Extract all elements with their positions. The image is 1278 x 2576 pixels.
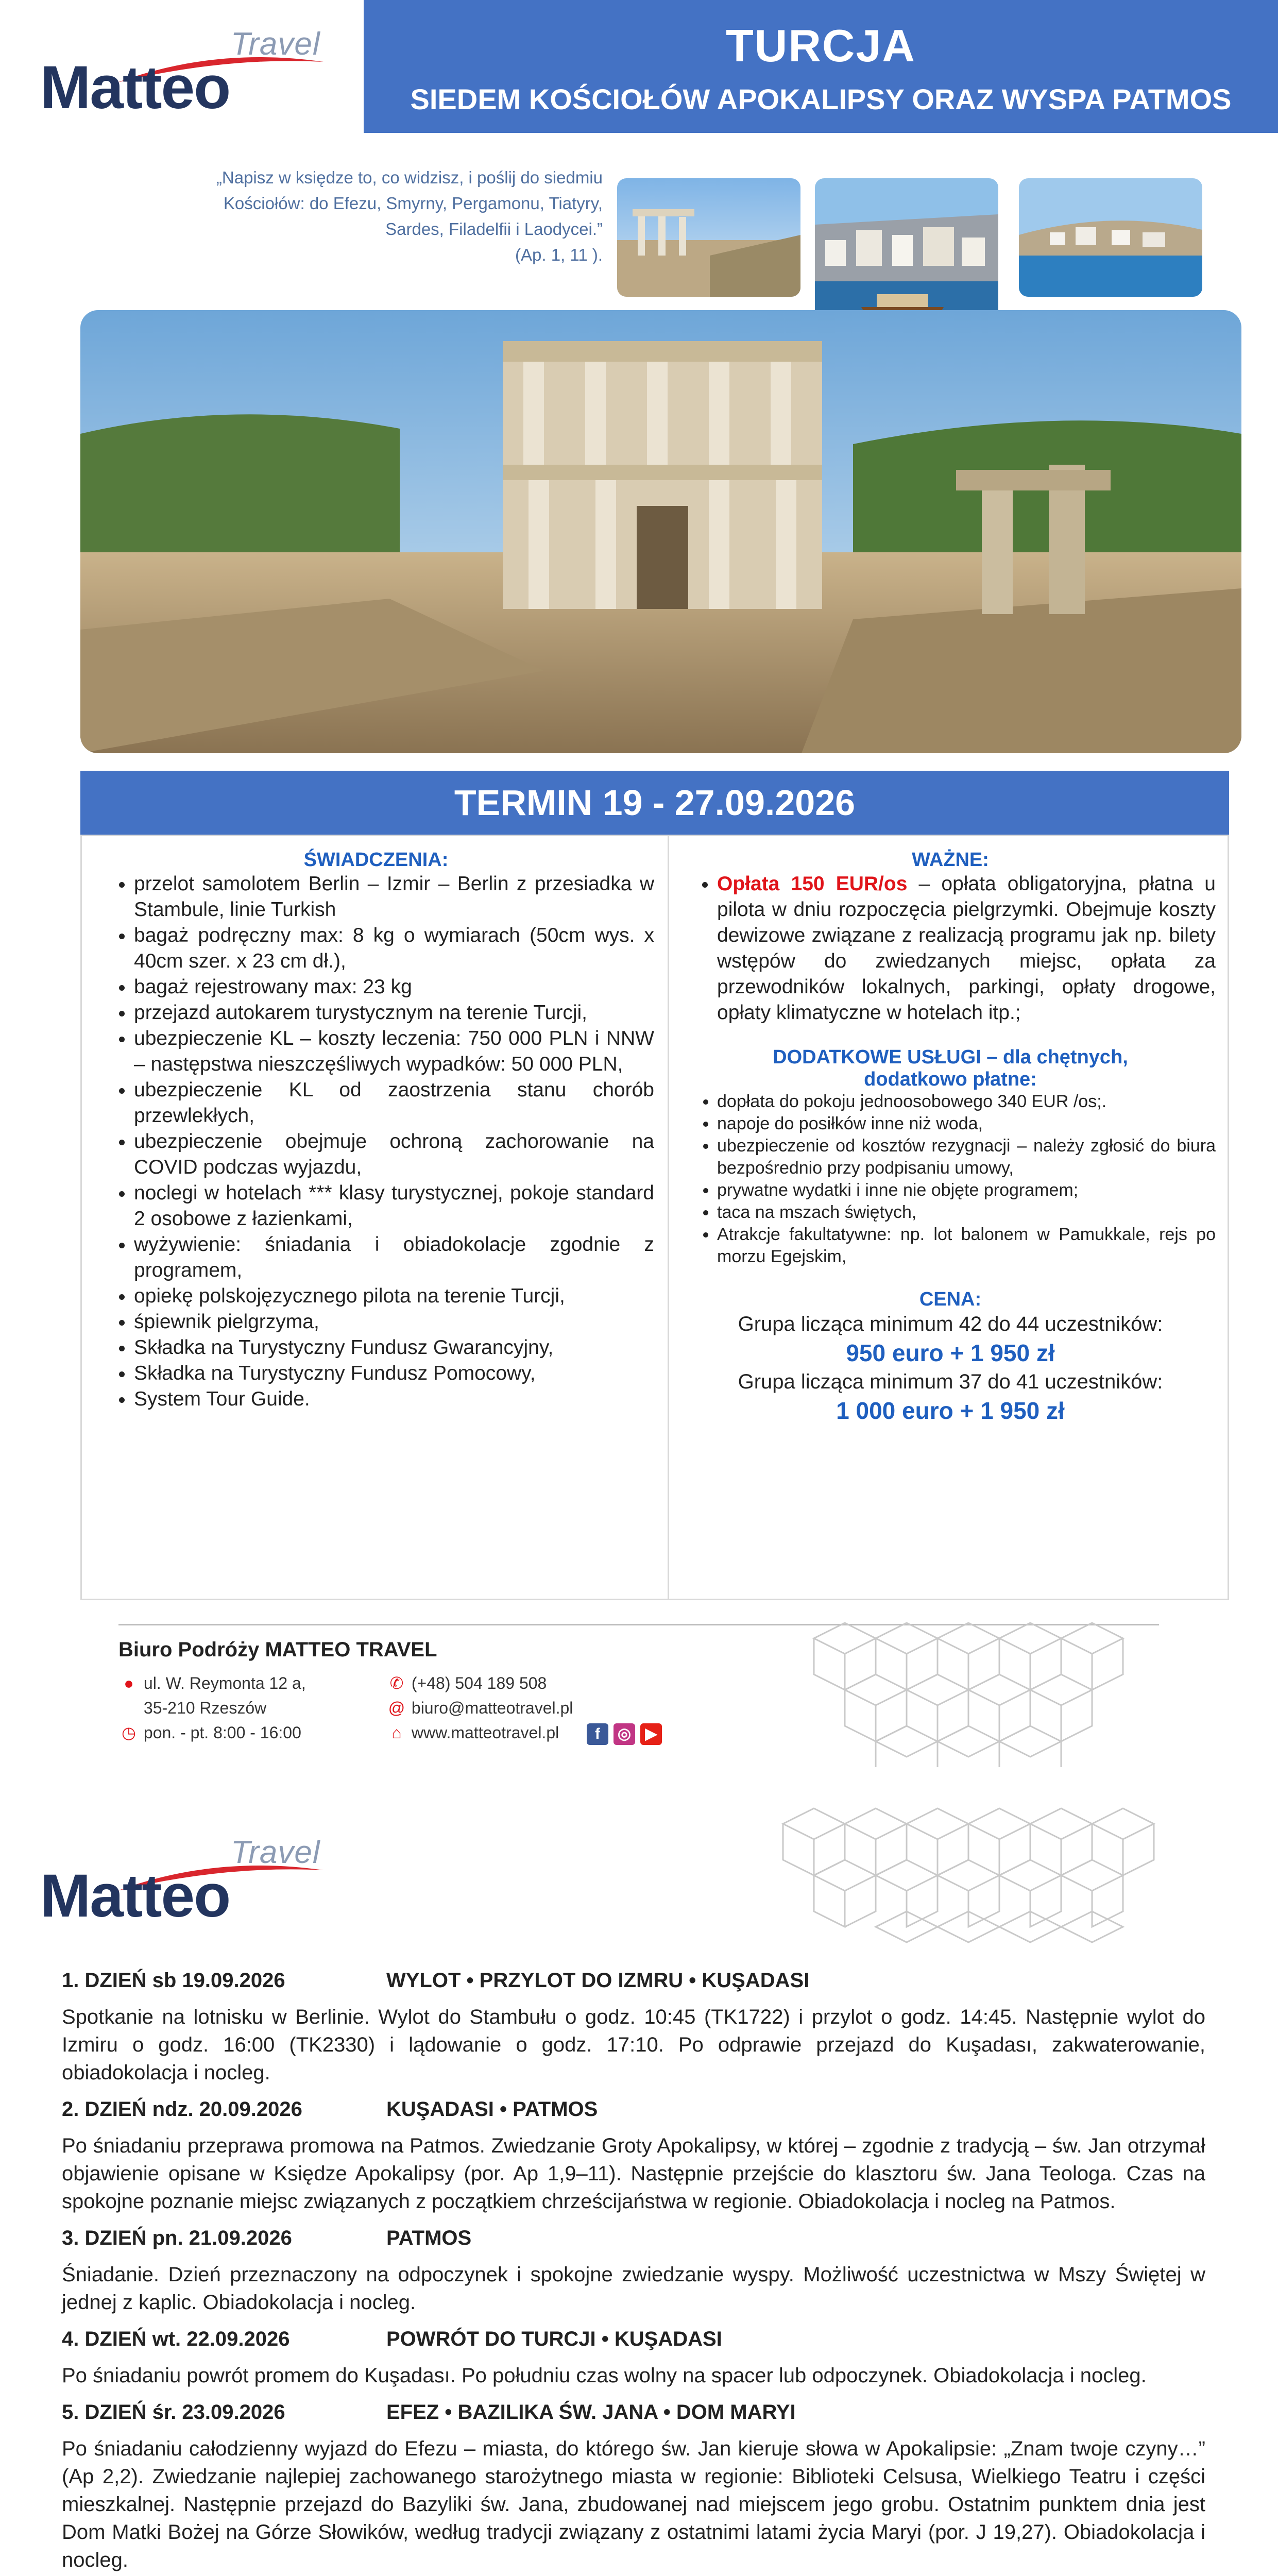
day-heading <box>62 1969 1205 1998</box>
info-divider <box>668 835 669 1600</box>
day-number: 1. DZIEŃ sb 19.09.2026 <box>62 1969 285 1992</box>
quote-line: Kościołów: do Efezu, Smyrny, Pergamonu, Tiatyry, <box>223 194 603 213</box>
footer-website[interactable]: www.matteotravel.pl <box>411 1723 559 1742</box>
quote-line: „Napisz w księdze to, co widzisz, i poślij do siedmiu <box>216 168 603 187</box>
facebook-icon[interactable]: f <box>587 1723 608 1745</box>
thumbnail-island-photo <box>1019 178 1202 297</box>
ephesus-library-photo <box>80 310 1241 753</box>
day-heading <box>62 2401 1205 2430</box>
list-item: • System Tour Guide. <box>134 1386 654 1412</box>
clock-icon: ◷ <box>122 1723 136 1742</box>
list-item: • ubezpieczenie KL – koszty leczenia: 750 000 PLN i NNW – następstwa nieszczęśliwych wypadków: 50 000 PLN, <box>134 1026 654 1077</box>
included-services <box>98 849 654 1412</box>
program-day <box>62 2227 1205 2316</box>
phone-icon: ✆ <box>389 1674 404 1692</box>
day-heading <box>62 2098 1205 2127</box>
important-list <box>685 871 1216 1026</box>
fee-description: – opłata obligatoryjna, płatna u pilota w dniu rozpoczęcia pielgrzymki. Obejmuje koszty dewizowe związane z realizacją programu jak np. bilety wstępów do zwiedzanych miejsc, opłata za przewodników lokalnych, parkingi, opłaty drogowe, opłaty klimatyczne w hotelach itp.; <box>717 873 1216 1024</box>
logo-travel-text: Travel <box>231 26 320 62</box>
day-number: 4. DZIEŃ wt. 22.09.2026 <box>62 2328 290 2350</box>
title-bar <box>364 0 1278 133</box>
cube-pattern-decoration <box>762 1803 1216 1958</box>
day-description: Po śniadaniu całodzienny wyjazd do Efezu – miasta, do którego św. Jan kieruje słowa w Apokalipsie: „Znam twoje czyny…” (Ap 2,2). Zwiedzanie najlepiej zachowanego starożytnego miasta w regionie: Biblioteki Celsusa, Wielkiego Teatru i części mieszkalnej. Następnie przejazd do Bazyliki św. Jana, zbudowanej nad miejscem jego grobu. Ostatnim punktem dnia jest Dom Matki Bożej na Górze Słowików, według tradycji związany z ostatnimi latami życia Maryi (por. J 19,27). Obiadokolacja i nocleg. <box>62 2437 1205 2571</box>
extra-heading-line2: dodatkowo płatne: <box>864 1069 1037 1090</box>
price-group-2: Grupa licząca minimum 37 do 41 uczestników: <box>738 1370 1163 1393</box>
footer-address <box>118 1671 386 1745</box>
day-heading <box>62 2328 1205 2357</box>
quote-line: Sardes, Filadelfii i Laodycei.” <box>385 219 603 239</box>
list-item: • taca na mszach świętych, <box>717 1201 1216 1224</box>
day-number: 5. DZIEŃ śr. 23.09.2026 <box>62 2401 285 2424</box>
program-day <box>62 2328 1205 2389</box>
included-heading: ŚWIADCZENIA: <box>303 849 449 871</box>
footer-email[interactable]: biuro@matteotravel.pl <box>411 1699 573 1717</box>
day-description: Śniadanie. Dzień przeznaczony na odpoczynek i spokojne zwiedzanie wyspy. Możliwość uczestnictwa w Mszy Świętej w jednej z kaplic. Obiadokolacja i nocleg. <box>62 2263 1205 2314</box>
extra-heading-line1: DODATKOWE USŁUGI – dla chętnych, <box>773 1046 1128 1068</box>
list-item: • Atrakcje fakultatywne: np. lot balonem w Pamukkale, rejs po morzu Egejskim, <box>717 1224 1216 1268</box>
day-heading <box>62 2227 1205 2256</box>
footer <box>118 1638 737 1745</box>
footer-address-line1: ul. W. Reymonta 12 a, <box>143 1674 306 1692</box>
program-day <box>62 2401 1205 2574</box>
day-title: KUŞADASI • PATMOS <box>386 2098 598 2121</box>
day-title: PATMOS <box>386 2227 472 2249</box>
price-value-2: 1 000 euro + 1 950 zł <box>836 1397 1065 1424</box>
day-description: Spotkanie na lotnisku w Berlinie. Wylot do Stambułu o godz. 10:45 (TK1722) i przylot o godz. 14:45. Następnie wylot do Izmiru o godz. 16:00 (TK2330) i lądowanie o godz. 17:10. Po odprawie przejazd do Kuşadası, zakwaterowanie, obiadokolacja i nocleg. <box>62 2006 1205 2084</box>
list-item: • opiekę polskojęzycznego pilota na terenie Turcji, <box>134 1283 654 1309</box>
email-icon: @ <box>388 1699 405 1717</box>
page-title: TURCJA <box>726 20 916 71</box>
logo-matteo-text: Matteo <box>40 54 230 122</box>
extra-list <box>685 1091 1216 1268</box>
day-title: POWRÓT DO TURCJI • KUŞADASI <box>386 2328 722 2350</box>
program-list <box>62 1958 1205 2576</box>
logo-travel-text: Travel <box>231 1835 320 1870</box>
list-item: • ubezpieczenie obejmuje ochroną zachorowanie na COVID podczas wyjazdu, <box>134 1129 654 1180</box>
day-description: Po śniadaniu powrót promem do Kuşadası. Po południu czas wolny na spacer lub odpoczynek. Obiadokolacja i nocleg. <box>62 2364 1147 2387</box>
matteo-travel-logo-page2 <box>40 1834 329 1930</box>
list-item: • śpiewnik pielgrzyma, <box>134 1309 654 1335</box>
day-title: WYLOT • PRZYLOT DO IZMRU • KUŞADASI <box>386 1969 810 1992</box>
included-list <box>98 871 654 1412</box>
matteo-travel-logo <box>40 26 329 122</box>
termin-bar: TERMIN 19 - 27.09.2026 <box>80 771 1229 835</box>
footer-hours: pon. - pt. 8:00 - 16:00 <box>143 1723 301 1742</box>
instagram-icon[interactable]: ◎ <box>614 1723 635 1745</box>
price-heading: CENA: <box>919 1289 982 1310</box>
fee-highlight: Opłata 150 EUR/os <box>717 873 908 895</box>
cube-pattern-decoration <box>793 1618 1185 1783</box>
day-title: EFEZ • BAZILIKA ŚW. JANA • DOM MARYI <box>386 2401 796 2424</box>
footer-phone[interactable]: (+48) 504 189 508 <box>411 1674 547 1692</box>
list-item: • bagaż rejestrowany max: 23 kg <box>134 974 654 1000</box>
program-day <box>62 2098 1205 2215</box>
list-item: • noclegi w hotelach *** klasy turystycznej, pokoje standard 2 osobowe z łazienkami, <box>134 1180 654 1232</box>
price-value-1: 950 euro + 1 950 zł <box>846 1340 1055 1366</box>
web-icon: ⌂ <box>391 1723 402 1742</box>
day-description: Po śniadaniu przeprawa promowa na Patmos. Zwiedzanie Groty Apokalipsy, w której – zgodnie z tradycją – św. Jan otrzymał objawienie opisane w Księdze Apokalipsy (por. Ap 1,9–11). Następnie przejście do klasztoru św. Jana Teologa. Czas na spokojne poznanie miejsc związanych z początkiem chrześcijaństwa w regionie. Obiadokolacja i nocleg na Patmos. <box>62 2134 1205 2213</box>
list-item: • Składka na Turystyczny Fundusz Pomocowy, <box>134 1361 654 1386</box>
footer-title: Biuro Podróży MATTEO TRAVEL <box>118 1638 437 1661</box>
list-item: • Składka na Turystyczny Fundusz Gwarancyjny, <box>134 1335 654 1361</box>
footer-address-line2: 35-210 Rzeszów <box>143 1699 267 1717</box>
page-subtitle: SIEDEM KOŚCIOŁÓW APOKALIPSY ORAZ WYSPA PATMOS <box>410 83 1232 115</box>
list-item: • ubezpieczenie KL od zaostrzenia stanu chorób przewlekłych, <box>134 1077 654 1129</box>
list-item: • napoje do posiłków inne niż woda, <box>717 1113 1216 1135</box>
footer-contact <box>386 1671 667 1745</box>
youtube-icon[interactable]: ▶ <box>640 1723 662 1745</box>
extra-heading <box>685 1046 1216 1091</box>
logo-matteo-text: Matteo <box>40 1862 230 1930</box>
list-item: • przejazd autokarem turystycznym na terenie Turcji, <box>134 1000 654 1026</box>
bible-quote <box>196 165 603 268</box>
important-info <box>685 849 1216 1426</box>
list-item: • dopłata do pokoju jednoosobowego 340 EUR /os;. <box>717 1091 1216 1113</box>
list-item <box>717 871 1216 1026</box>
day-number: 2. DZIEŃ ndz. 20.09.2026 <box>62 2098 302 2121</box>
important-heading: WAŻNE: <box>912 849 989 871</box>
quote-line: (Ap. 1, 11 ). <box>515 245 603 264</box>
list-item: • ubezpieczenie od kosztów rezygnacji – należy zgłosić do biura bezpośrednio przy podpisaniu umowy, <box>717 1135 1216 1179</box>
location-pin-icon: ● <box>124 1674 134 1692</box>
list-item: • prywatne wydatki i inne nie objęte programem; <box>717 1179 1216 1201</box>
thumbnail-ruins-photo <box>617 178 800 297</box>
day-number: 3. DZIEŃ pn. 21.09.2026 <box>62 2227 292 2249</box>
list-item: • bagaż podręczny max: 8 kg o wymiarach (50cm wys. x 40cm szer. x 23 cm dł.), <box>134 923 654 974</box>
list-item: • przelot samolotem Berlin – Izmir – Berlin z przesiadka w Stambule, linie Turkish <box>134 871 654 923</box>
program-day <box>62 1969 1205 2087</box>
price-group-1: Grupa licząca minimum 42 do 44 uczestników: <box>738 1313 1163 1335</box>
list-item: • wyżywienie: śniadania i obiadokolacje zgodnie z programem, <box>134 1232 654 1283</box>
